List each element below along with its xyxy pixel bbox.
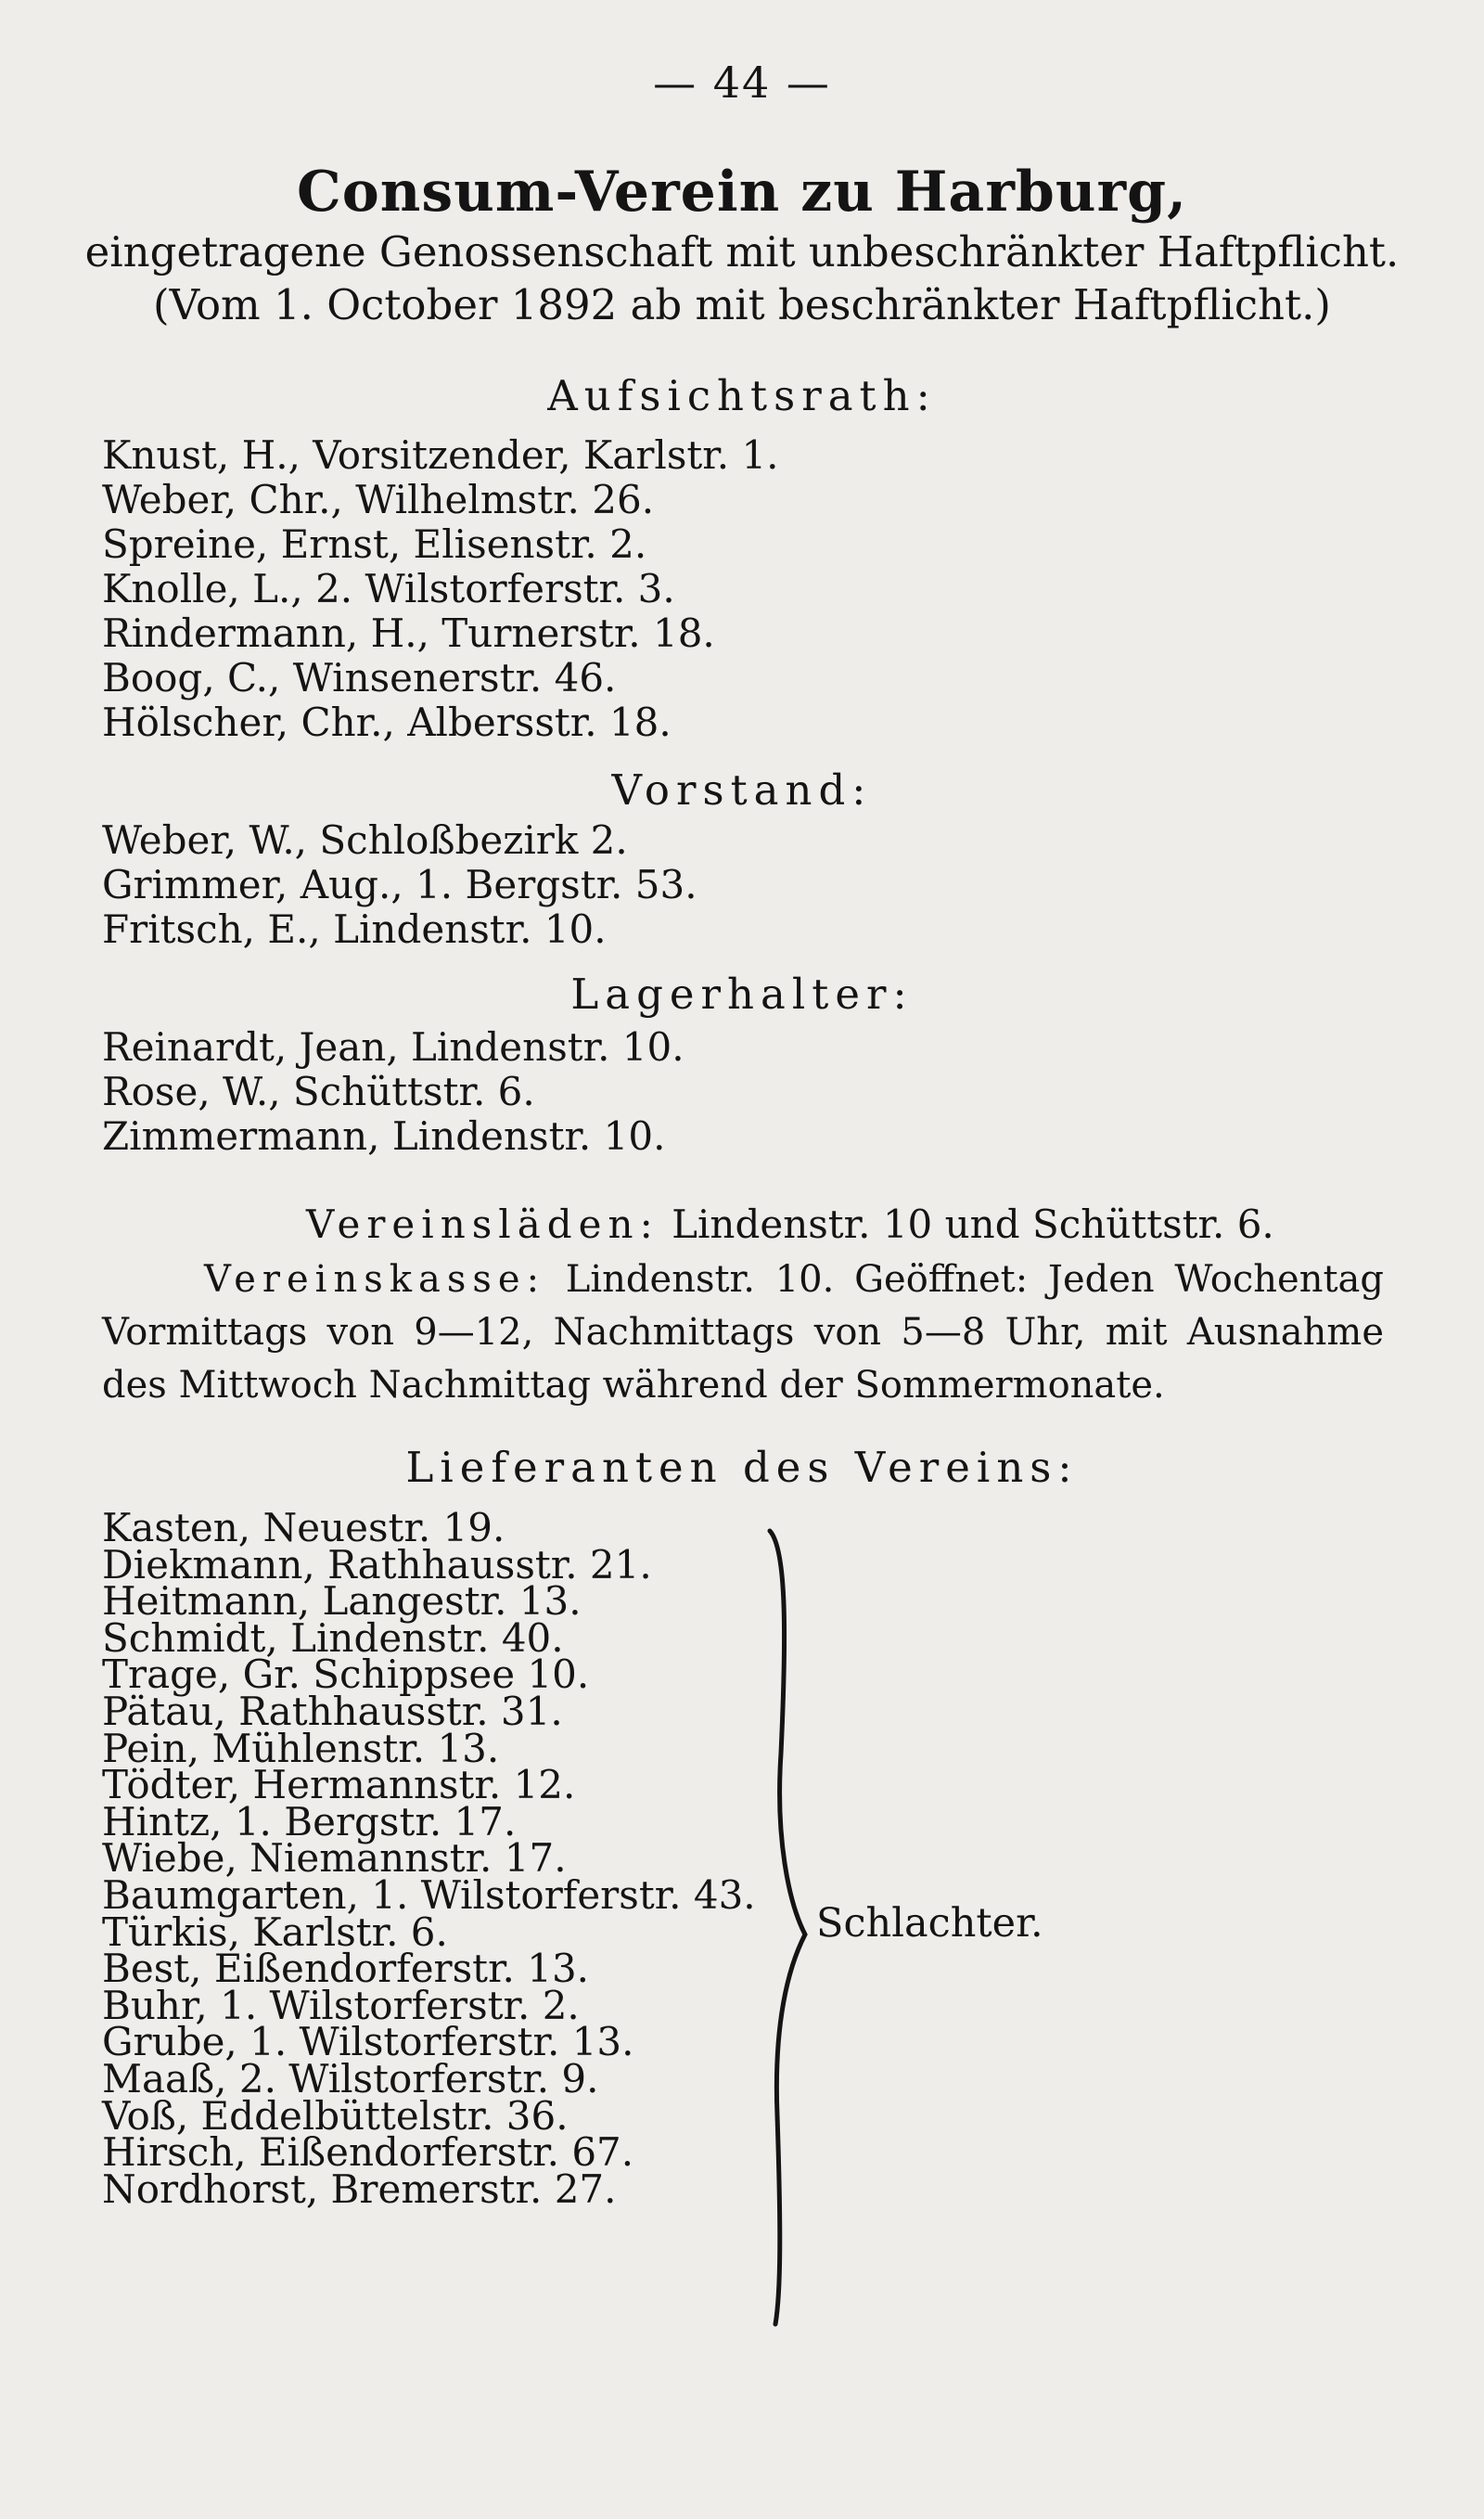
shops-label: Vereinsläden: — [306, 1202, 659, 1247]
supervisory-board-heading: Aufsichtsrath: — [547, 371, 937, 420]
list-item: Hölscher, Chr., Albersstr. 18. — [102, 700, 672, 745]
list-item: Trage, Gr. Schippsee 10. — [102, 1651, 590, 1698]
list-item: Kasten, Neuestr. 19. — [102, 1505, 505, 1550]
list-item: Pein, Mühlenstr. 13. — [102, 1725, 500, 1771]
storekeepers-heading: Lagerhalter: — [570, 970, 914, 1019]
list-item: Buhr, 1. Wilstorferstr. 2. — [102, 1982, 580, 2028]
page-number: — 44 — — [653, 58, 831, 108]
suppliers-heading: Lieferanten des Vereins: — [405, 1443, 1079, 1492]
list-item: Hirsch, Eißendorferstr. 67. — [102, 2129, 634, 2176]
shops-line — [306, 1202, 1274, 1247]
list-item: Türkis, Karlstr. 6. — [102, 1909, 448, 1955]
board-heading: Vorstand: — [611, 765, 873, 815]
list-item: Weber, W., Schloßbezirk 2. — [102, 817, 628, 863]
list-item: Baumgarten, 1. Wilstorferstr. 43. — [102, 1871, 756, 1918]
list-item: Wiebe, Niemannstr. 17. — [102, 1835, 567, 1882]
storekeepers-list — [102, 1025, 684, 1159]
list-item: Best, Eißendorferstr. 13. — [102, 1946, 590, 1992]
list-item: Zimmermann, Lindenstr. 10. — [102, 1113, 666, 1159]
list-item: Spreine, Ernst, Elisenstr. 2. — [102, 521, 647, 567]
list-item: Maaß, 2. Wilstorferstr. 9. — [102, 2055, 599, 2101]
list-item: Boog, C., Winsenerstr. 46. — [102, 655, 617, 700]
supplier-group-label: Schlachter. — [816, 1900, 1043, 1947]
list-item: Diekmann, Rathhausstr. 21. — [102, 1541, 652, 1587]
list-item: Voß, Eddelbüttelstr. 36. — [102, 2092, 569, 2139]
list-item: Knolle, L., 2. Wilstorferstr. 3. — [102, 566, 675, 611]
cash-office-text: Lindenstr. 10. Geöffnet: Jeden Wochentag Vormittags von 9—12, Nachmittags von 5—8 Uhr, mit Ausnahme des Mittwoch Nachmittag während der Sommermonate. — [102, 1258, 1384, 1407]
board-list — [102, 818, 697, 952]
supervisory-board-list — [102, 433, 779, 745]
list-item: Heitmann, Langestr. 13. — [102, 1578, 582, 1625]
list-item: Fritsch, E., Lindenstr. 10. — [102, 906, 607, 952]
list-item: Rose, W., Schüttstr. 6. — [102, 1069, 535, 1114]
document-title: Consum-Verein zu Harburg, — [297, 160, 1187, 225]
document-subtitle: eingetragene Genossenschaft mit unbeschränkter Haftpflicht. — [84, 227, 1400, 276]
list-item: Pätau, Rathhausstr. 31. — [102, 1688, 563, 1734]
suppliers-list — [102, 1505, 756, 2212]
list-item: Reinardt, Jean, Lindenstr. 10. — [102, 1024, 684, 1070]
list-item: Weber, Chr., Wilhelmstr. 26. — [102, 477, 655, 522]
document-subtitle-date: (Vom 1. October 1892 ab mit beschränkter Haftpflicht.) — [153, 280, 1331, 329]
list-item: Nordhorst, Bremerstr. 27. — [102, 2166, 617, 2212]
cash-office-label: Vereinskasse: — [204, 1258, 546, 1301]
list-item: Knust, H., Vorsitzender, Karlstr. 1. — [102, 432, 779, 478]
list-item: Schmidt, Lindenstr. 40. — [102, 1614, 564, 1661]
curly-bracket-icon — [733, 1522, 825, 2338]
shops-text: Lindenstr. 10 und Schüttstr. 6. — [672, 1202, 1274, 1247]
list-item: Tödter, Hermannstr. 12. — [102, 1762, 576, 1808]
cash-office-paragraph — [102, 1253, 1384, 1412]
list-item: Grimmer, Aug., 1. Bergstr. 53. — [102, 862, 697, 907]
list-item: Grube, 1. Wilstorferstr. 13. — [102, 2019, 634, 2065]
list-item: Rindermann, H., Turnerstr. 18. — [102, 610, 715, 656]
list-item: Hintz, 1. Bergstr. 17. — [102, 1798, 517, 1844]
